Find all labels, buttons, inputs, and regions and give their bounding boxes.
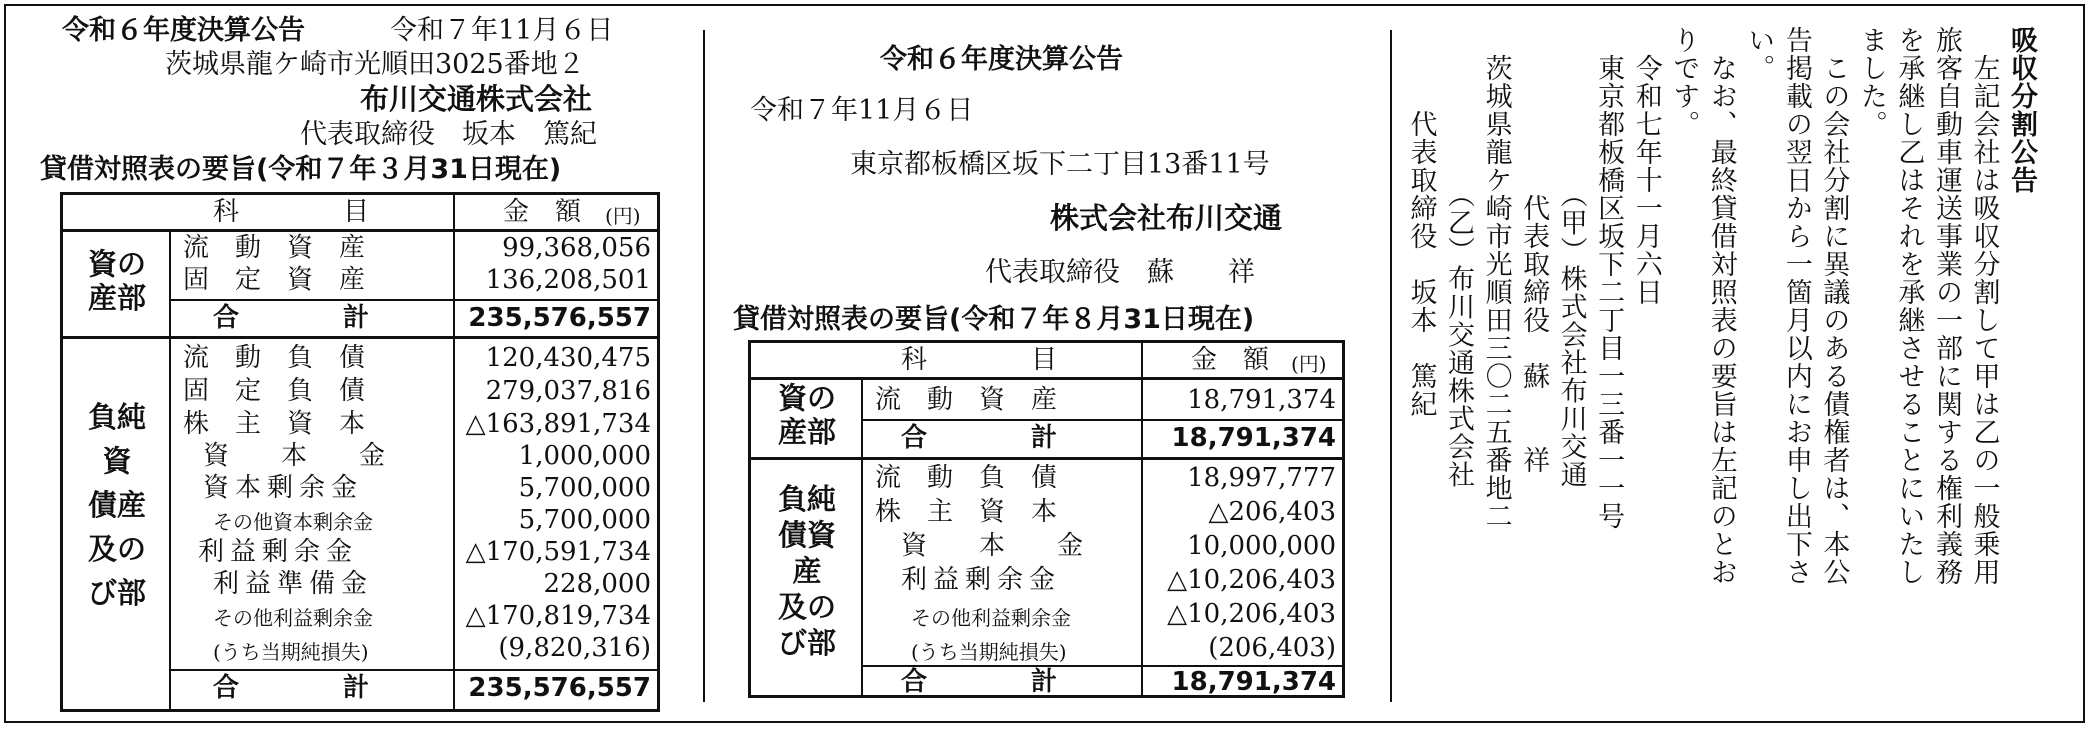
divider-left: [703, 30, 705, 702]
left-liab-value: 279,037,816: [485, 376, 651, 406]
middle-liab-total-label: 合 計: [901, 667, 1058, 697]
notice-column: （乙）布川交通株式会社: [1443, 26, 1475, 489]
left-liab-label: 株 主 資 本: [183, 409, 366, 439]
left-liab-label: その他利益剰余金: [213, 606, 373, 630]
notice-column: 令和七年十一月六日: [1630, 26, 1662, 306]
left-representative: 代表取締役 坂本 篤紀: [300, 119, 597, 150]
notice-column: 代表取締役 蘇 祥: [1518, 26, 1550, 474]
middle-asset-label: 流 動 資 産: [875, 385, 1058, 415]
left-liab-value: 120,430,475: [485, 343, 651, 373]
left-liab-label: 資本剰余金: [203, 473, 364, 503]
middle-liab-label: 資 本 金: [901, 531, 1084, 561]
notice-column: りです。: [1668, 26, 1700, 138]
notice-column: を承継し乙はそれを承継させることにいたし: [1893, 26, 1925, 586]
notice-column: い。: [1743, 26, 1775, 82]
middle-liab-value: △10,206,403: [1167, 599, 1336, 629]
middle-company: 株式会社布川交通: [1050, 201, 1283, 235]
left-liab-label: その他資本剰余金: [213, 510, 373, 534]
middle-title: 令和６年度決算公告: [880, 44, 1123, 75]
middle-liab-label: 株 主 資 本: [875, 497, 1058, 527]
left-liab-total-value: 235,576,557: [468, 673, 651, 703]
middle-assets-section: 資の 産部: [777, 381, 836, 449]
middle-asset-value: 18,791,374: [1187, 385, 1336, 415]
middle-liabilities-section: 負純 債資 産 及の び部: [777, 482, 836, 660]
notice-column: 旅客自動車運送事業の一部に関する権利義務: [1930, 26, 1962, 586]
left-header-unit: (円): [605, 204, 641, 228]
middle-header-amount: 金 額: [1191, 345, 1270, 375]
left-liab-value: 1,000,000: [518, 441, 651, 471]
middle-address: 東京都板橋区坂下二丁目13番11号: [850, 149, 1270, 180]
left-liab-value: (9,820,316): [498, 633, 651, 663]
left-liab-value: △163,891,734: [465, 409, 651, 439]
divider-right: [1390, 30, 1392, 702]
left-asset-label: 固 定 資 産: [183, 265, 366, 295]
left-liab-label: (うち当期純損失): [213, 640, 369, 664]
middle-header-item: 科 目: [901, 345, 1058, 375]
notice-title: 吸収分割公告: [2006, 26, 2037, 194]
left-title: 令和６年度決算公告: [62, 15, 305, 46]
middle-liab-label: 利益剰余金: [901, 565, 1062, 595]
left-liabilities-section: 負純 資 債産 及の び部: [87, 400, 146, 610]
notice-column: 東京都板橋区坂下二丁目一三番一一号: [1593, 26, 1625, 530]
middle-bs-title: 貸借対照表の要旨(令和７年８月31日現在): [733, 304, 1255, 335]
notice-column: なお、最終貸借対照表の要旨は左記のとお: [1705, 26, 1737, 586]
middle-assets-total-label: 合 計: [901, 423, 1058, 453]
notice-column: （甲）株式会社布川交通: [1555, 26, 1587, 489]
left-asset-value: 136,208,501: [485, 265, 651, 295]
left-liab-label: 流 動 負 債: [183, 343, 366, 373]
middle-header-unit: (円): [1291, 352, 1327, 376]
left-liab-value: 5,700,000: [518, 505, 651, 535]
left-liab-label: 固 定 負 債: [183, 376, 366, 406]
middle-liab-label: 流 動 負 債: [875, 463, 1058, 493]
left-assets-total-value: 235,576,557: [468, 303, 651, 333]
left-liab-value: 228,000: [543, 569, 651, 599]
left-asset-label: 流 動 資 産: [183, 233, 366, 263]
left-address: 茨城県龍ケ崎市光順田3025番地２: [165, 49, 585, 80]
left-balance-table: [60, 192, 660, 712]
middle-liab-label: (うち当期純損失): [911, 640, 1067, 664]
left-liab-value: △170,819,734: [465, 601, 651, 631]
left-date: 令和７年11月６日: [390, 15, 614, 46]
middle-balance-table: [748, 340, 1345, 698]
middle-liab-value: △10,206,403: [1167, 565, 1336, 595]
left-liab-label: 利益準備金: [213, 569, 374, 599]
left-liab-value: 5,700,000: [518, 473, 651, 503]
middle-representative: 代表取締役 蘇 祥: [985, 257, 1255, 288]
middle-date: 令和７年11月６日: [750, 95, 974, 126]
notice-column: 告掲載の翌日から一箇月以内にお申し出下さ: [1780, 26, 1812, 586]
notice-column: 代表取締役 坂本 篤紀: [1405, 26, 1437, 418]
left-liab-label: 利益剰余金: [198, 537, 359, 567]
left-bs-title: 貸借対照表の要旨(令和７年３月31日現在): [40, 154, 562, 185]
left-header-amount: 金 額: [503, 197, 582, 227]
notice-column: 左記会社は吸収分割して甲は乙の一般乗用: [1968, 26, 2000, 586]
notice-column: ました。: [1855, 26, 1887, 138]
middle-liab-value: △206,403: [1208, 497, 1336, 527]
left-liab-total-label: 合 計: [213, 673, 370, 703]
middle-liab-value: (206,403): [1208, 633, 1336, 663]
notice-column: この会社分割に異議のある債権者は、本公: [1818, 26, 1850, 586]
left-header-item: 科 目: [213, 197, 370, 227]
notice-column: 茨城県龍ケ崎市光順田三〇二五番地二: [1480, 26, 1512, 530]
middle-assets-total-value: 18,791,374: [1171, 423, 1336, 453]
middle-liab-value: 18,997,777: [1187, 463, 1336, 493]
middle-liab-label: その他利益剰余金: [911, 606, 1071, 630]
left-liab-value: △170,591,734: [465, 537, 651, 567]
left-company: 布川交通株式会社: [360, 82, 593, 116]
middle-liab-value: 10,000,000: [1187, 531, 1336, 561]
left-assets-total-label: 合 計: [213, 303, 370, 333]
left-asset-value: 99,368,056: [502, 233, 651, 263]
middle-liab-total-value: 18,791,374: [1171, 667, 1336, 697]
left-liab-label: 資 本 金: [203, 441, 386, 471]
left-assets-section: 資の 産部: [87, 247, 146, 315]
